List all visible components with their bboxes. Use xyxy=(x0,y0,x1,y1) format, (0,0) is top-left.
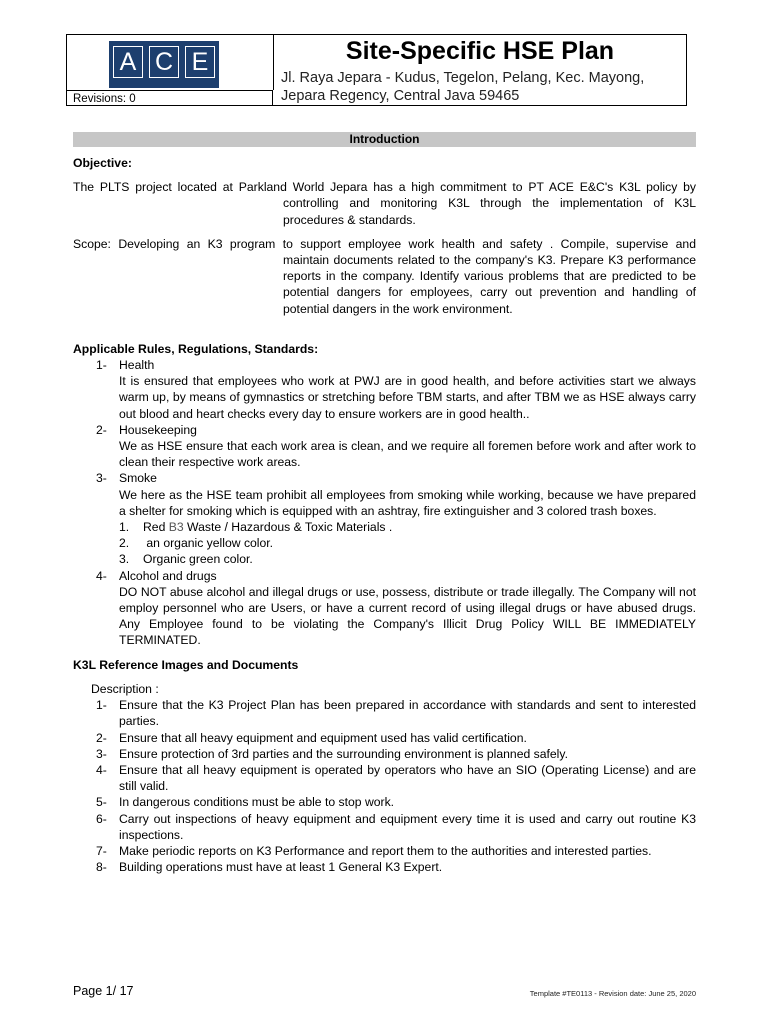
rule-item-alcohol xyxy=(73,568,696,584)
k3l-text: Building operations must have at least 1 General K3 Expert. xyxy=(119,860,443,875)
objective-line1: The PLTS project located at Parkland World Jepara has a high commitment to PT ACE E&C's K3L policy by xyxy=(73,180,696,195)
k3l-number: 1- xyxy=(96,698,107,713)
rule-title: Alcohol and drugs xyxy=(119,568,217,583)
k3l-item xyxy=(73,762,696,794)
subitem-number: 3. xyxy=(119,552,130,567)
k3l-list xyxy=(73,697,696,875)
revisions-label: Revisions: 0 xyxy=(67,90,273,106)
subitem-code: B3 xyxy=(168,520,184,535)
subitem-number: 1. xyxy=(119,520,130,535)
address-line-2: Jepara Regency, Central Java 59465 xyxy=(281,88,520,104)
rule-title: Health xyxy=(119,358,155,373)
document-title: Site-Specific HSE Plan xyxy=(345,37,615,65)
smoke-subitem xyxy=(73,535,696,551)
k3l-item xyxy=(73,843,696,859)
subitem-text: an organic yellow color. xyxy=(143,536,274,551)
k3l-number: 8- xyxy=(96,860,107,875)
objective-label: Objective: xyxy=(73,156,132,170)
rule-title: Housekeeping xyxy=(119,422,197,437)
k3l-item xyxy=(73,746,696,762)
ace-logo xyxy=(109,41,219,88)
rule-body: We as HSE ensure that each work area is clean, and we require all foremen before work and after work to clean their respective work areas. xyxy=(119,439,696,470)
k3l-item xyxy=(73,859,696,875)
subitem-text: Organic green color. xyxy=(143,552,253,567)
rule-item-health xyxy=(73,357,696,373)
document-body xyxy=(73,132,696,875)
subitem-post: Waste / Hazardous & Toxic Materials . xyxy=(183,520,393,535)
objective-rest: controlling and monitoring K3L through the implementation of K3L procedures & standards. xyxy=(283,196,696,227)
k3l-heading: K3L Reference Images and Documents xyxy=(73,657,299,672)
rule-number: 3- xyxy=(96,471,107,486)
logo-cell xyxy=(67,35,274,90)
rule-body: It is ensured that employees who work at PWJ are in good health, and before activities start we always warm up, by means of gymnastics or stretching before TBM starts, and after TBM we as HSE always carry out blood and heart checks every day to ensure workers are in good health.. xyxy=(119,374,696,421)
scope-rest: maintain documents related to the company's K3. Prepare K3 performance reports in the company. Identify various problems that are predicted to be potential dangers for employees, carry out prevention and handling of potential dangers in the work environment. xyxy=(283,253,696,316)
rule-number: 2- xyxy=(96,422,107,437)
k3l-text: In dangerous conditions must be able to stop work. xyxy=(119,795,395,810)
k3l-item xyxy=(73,730,696,746)
k3l-number: 7- xyxy=(96,843,107,858)
k3l-text: Make periodic reports on K3 Performance and report them to the authorities and interested parties. xyxy=(119,843,652,858)
rule-number: 4- xyxy=(96,568,107,583)
logo-letter: E xyxy=(185,46,215,78)
rule-item-housekeeping xyxy=(73,422,696,438)
k3l-text: Ensure protection of 3rd parties and the surrounding environment is planned safely. xyxy=(119,746,568,761)
rule-title: Smoke xyxy=(119,471,157,486)
k3l-text: Ensure that the K3 Project Plan has been prepared in accordance with standards and sent to interested parties. xyxy=(119,698,696,729)
rules-list xyxy=(73,357,696,649)
scope-paragraph xyxy=(73,236,696,317)
k3l-text: Carry out inspections of heavy equipment and equipment every time it is used and carry out routine K3 inspections. xyxy=(119,811,696,842)
subitem-number: 2. xyxy=(119,536,130,551)
document-header xyxy=(66,34,687,106)
k3l-number: 2- xyxy=(96,730,107,745)
template-info: Template #TE0113 - Revision date: June 25, 2020 xyxy=(529,989,696,998)
subitem-pre: Red xyxy=(143,520,169,535)
rule-number: 1- xyxy=(96,358,107,373)
smoke-subitem xyxy=(73,519,696,535)
k3l-item xyxy=(73,697,696,729)
introduction-heading: Introduction xyxy=(73,132,696,147)
k3l-number: 6- xyxy=(96,811,107,826)
k3l-number: 5- xyxy=(96,795,107,810)
k3l-number: 3- xyxy=(96,746,107,761)
k3l-text: Ensure that all heavy equipment is operated by operators who have an SIO (Operating License) and are still valid. xyxy=(119,762,696,794)
address-line-1: Jl. Raya Jepara - Kudus, Tegelon, Pelang, Kec. Mayong, xyxy=(281,70,645,86)
page-number: Page 1/ 17 xyxy=(73,984,134,998)
logo-letter: A xyxy=(113,46,143,78)
k3l-item xyxy=(73,811,696,843)
logo-letter: C xyxy=(149,46,179,78)
smoke-subitem xyxy=(73,551,696,567)
rule-body: DO NOT abuse alcohol and illegal drugs or use, possess, distribute or trade illegally. The Company will not employ personnel who are Users, or have a current record of using illegal drugs or have abused drugs. Any Employee found to be violating the Company's Illicit Drug Policy WILL BE IMMEDIATELY TERMINATED. xyxy=(119,584,696,648)
subitem-text xyxy=(143,519,392,535)
k3l-number: 4- xyxy=(96,762,107,777)
description-label: Description : xyxy=(91,681,159,696)
site-address xyxy=(281,69,683,105)
k3l-item xyxy=(73,794,696,810)
rule-item-smoke xyxy=(73,470,696,486)
scope-line1: Scope: Developing an K3 program to support employee work health and safety . Compile, supervise and xyxy=(73,236,696,251)
objective-paragraph xyxy=(73,179,696,228)
rules-heading: Applicable Rules, Regulations, Standards: xyxy=(73,341,319,356)
rule-body: We here as the HSE team prohibit all employees from smoking while working, because we have prepared a shelter for smoking which is equipped with an ashtray, fire extinguisher and 3 colored trash boxes. xyxy=(119,487,696,518)
k3l-text: Ensure that all heavy equipment and equipment used has valid certification. xyxy=(119,730,527,745)
